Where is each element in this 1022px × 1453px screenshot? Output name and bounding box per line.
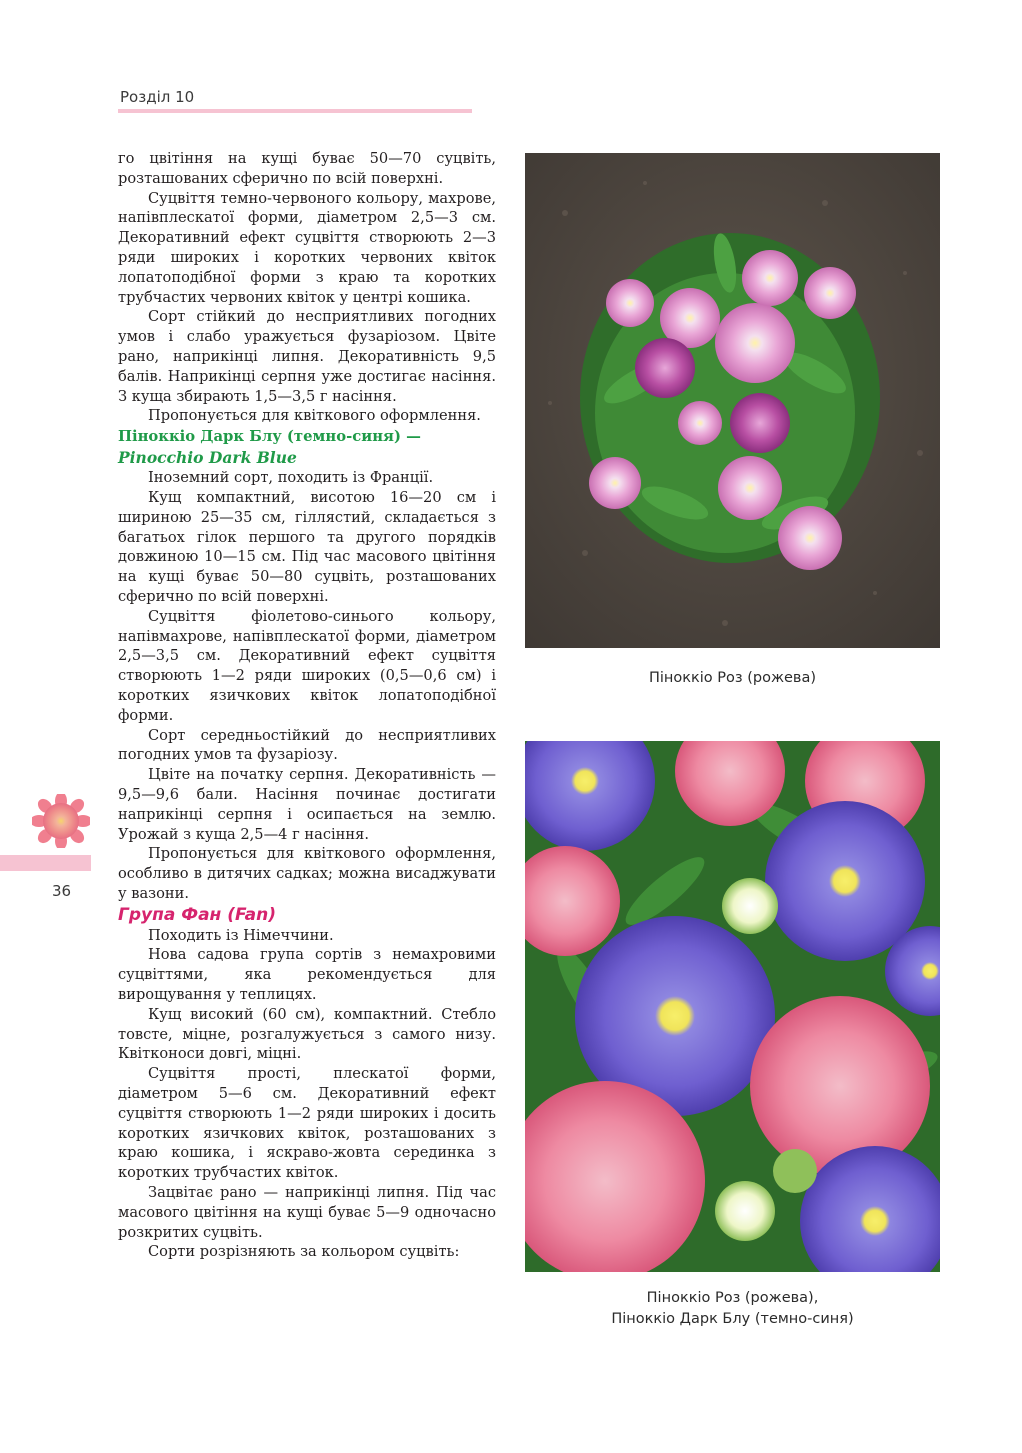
figure-caption-multiline [525, 1288, 940, 1330]
variety-heading: Піноккіо Дарк Блу (темно-синя) — [118, 428, 421, 446]
paragraph: Суцвіття темно-червоного кольору, махрове, напівплескатої форми, діаметром 2,5—3 см. Декоративний ефект суцвіття створюють 2—3 ряди широких і коротких червоних квіток лопатоподібної форми з краю та коротких трубчастих червоних квіток у центрі кошика. [118, 189, 496, 306]
decorative-flower-icon [32, 794, 90, 848]
paragraph: Сорт середньостійкий до несприятливих погодних умов та фузаріозу. [118, 726, 496, 764]
section-header: Розділ 10 [120, 88, 195, 106]
paragraph: Кущ високий (60 см), компактний. Стебло товсте, міцне, розгалужується з самого низу. Квітконоси довгі, міцні. [118, 1005, 496, 1063]
paragraph: Сорти розрізняють за кольором суцвіть: [148, 1243, 460, 1261]
photo-pinocchio-rose-dark-blue [525, 741, 940, 1272]
paragraph: Кущ компактний, висотою 16—20 см і шириною 25—35 см, гіллястий, складається з багатьох гілок першого та другого порядків довжиною 10—15 см. Під час масового цвітіння на кущі буває 50—80 суцвіть, розташованих сферично по всій поверхні. [118, 488, 496, 605]
figure-caption: Піноккіо Роз (рожева) [648, 670, 817, 686]
paragraph: го цвітіння на кущі буває 50—70 суцвіть, розташованих сферично по всій поверхні. [118, 150, 496, 187]
paragraph: Суцвіття фіолетово-синього кольору, напівмахрове, напівплескатої форми, діаметром 2,5—3,5 см. Декоративний ефект суцвіття створюють 1—2 ряди широких (0,5—0,6 см) і коротких язичкових квіток лопатоподібної форми. [118, 607, 496, 724]
paragraph: Зацвітає рано — наприкінці липня. Під час масового цвітіння на кущі буває 5—9 одночасно розкритих суцвіть. [118, 1184, 496, 1241]
page-number: 36 [52, 882, 72, 900]
margin-color-band [0, 855, 91, 871]
paragraph: Іноземний сорт, походить із Франції. [148, 469, 434, 487]
main-text-column [118, 149, 496, 1262]
caption-line: Піноккіо Дарк Блу (темно-синя) [611, 1311, 854, 1327]
paragraph: Походить із Німеччини. [148, 926, 334, 944]
paragraph: Пропонується для квіткового оформлення, особливо в дитячих садках; можна висаджувати у вазони. [118, 845, 496, 902]
paragraph: Пропонується для квіткового оформлення. [148, 407, 481, 425]
variety-latin-name: Pinocchio Dark Blue [118, 448, 297, 468]
photo-pinocchio-rose [525, 153, 940, 648]
paragraph: Суцвіття прості, плескатої форми, діаметром 5—6 см. Декоративний ефект суцвіття створюють 1—2 ряди широких і досить коротких язичкових квіток, розташованих з краю кошика, і яскраво-жовта серединка з коротких трубчастих квіток. [118, 1065, 496, 1182]
caption-line: Піноккіо Роз (рожева), [646, 1290, 819, 1306]
paragraph: Нова садова група сортів з немахровими суцвіттями, яка рекомендується для вирощування у теплицях. [118, 946, 496, 1004]
paragraph: Цвіте на початку серпня. Декоративність — 9,5—9,6 бали. Насіння починає достигати наприкінці серпня і осипається на землю. Урожай з куща 2,5—4 г насіння. [118, 766, 496, 843]
paragraph: Сорт стійкий до несприятливих погодних умов і слабо уражується фузаріозом. Цвіте рано, наприкінці липня. Декоративність 9,5 балів. Наприкінці серпня уже достигає насіння. З куща збирають 1,5—3,5 г насіння. [118, 308, 496, 405]
header-divider [118, 109, 472, 113]
group-heading: Група Фан (Fan) [118, 904, 276, 925]
